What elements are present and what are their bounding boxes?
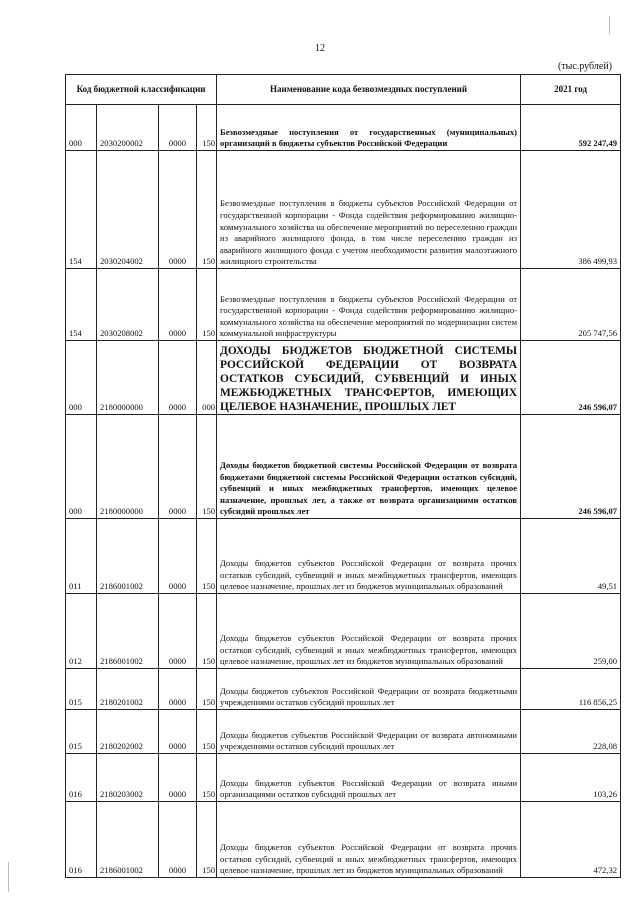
cell-sub: 0000	[159, 415, 197, 519]
cell-code: 2186001002	[97, 519, 159, 594]
cell-name: Доходы бюджетов субъектов Российской Федерации от возврата прочих остатков субсидий, субвенций и иных межбюджетных трансфертов, имеющих целевое назначение, прошлых лет из бюджетов муниципальных образований	[217, 802, 521, 878]
cell-name: Доходы бюджетов субъектов Российской Федерации от возврата бюджетными учреждениями остатков субсидий прошлых лет	[217, 669, 521, 710]
cell-sub: 0000	[159, 754, 197, 802]
cell-sub: 0000	[159, 519, 197, 594]
cell-sub: 0000	[159, 802, 197, 878]
cell-name: Доходы бюджетов бюджетной системы Российской Федерации от возврата бюджетами бюджетной системы Российской Федерации остатков субсидий, субвенций и иных межбюджетных трансфертов, имеющих целевое назначение, прошлых лет, а также от возврата организациями остатков субсидий прошлых лет	[217, 415, 521, 519]
cell-name: Безвозмездные поступления от государственных (муниципальных) организаций в бюджеты субъектов Российской Федерации	[217, 105, 521, 151]
cell-sub: 0000	[159, 269, 197, 341]
cell-name: Доходы бюджетов субъектов Российской Федерации от возврата автономными учреждениями остатков субсидий прошлых лет	[217, 710, 521, 754]
cell-code: 2180201002	[97, 669, 159, 710]
header-year: 2021 год	[521, 75, 621, 105]
page-number: 12	[315, 43, 325, 54]
cell-kind: 150	[197, 415, 217, 519]
cell-name: Доходы бюджетов субъектов Российской Федерации от возврата прочих остатков субсидий, субвенций и иных межбюджетных трансфертов, имеющих целевое назначение, прошлых лет из бюджетов муниципальных образований	[217, 519, 521, 594]
cell-name: ДОХОДЫ БЮДЖЕТОВ БЮДЖЕТНОЙ СИСТЕМЫ РОССИЙСКОЙ ФЕДЕРАЦИИ ОТ ВОЗВРАТА ОСТАТКОВ СУБСИДИЙ, СУБВЕНЦИЙ И ИНЫХ МЕЖБЮДЖЕТНЫХ ТРАНСФЕРТОВ, ИМЕЮЩИХ ЦЕЛЕВОЕ НАЗНАЧЕНИЕ, ПРОШЛЫХ ЛЕТ	[217, 341, 521, 415]
cell-kind: 150	[197, 151, 217, 269]
cell-admin: 000	[66, 341, 97, 415]
cell-kind: 000	[197, 341, 217, 415]
budget-table	[65, 74, 621, 878]
table-row	[66, 519, 621, 594]
cell-value: 49,51	[521, 519, 621, 594]
cell-name: Безвозмездные поступления в бюджеты субъектов Российской Федерации от государственной корпорации - Фонда содействия реформированию жилищно-коммунального хозяйства на обеспечение мероприятий по переселению граждан из аварийного жилищного фонда, в том числе переселению граждан из аварийного жилищного фонда с учетом необходимости развития малоэтажного жилищного строительства	[217, 151, 521, 269]
scan-mark	[609, 16, 610, 34]
cell-admin: 011	[66, 519, 97, 594]
cell-kind: 150	[197, 802, 217, 878]
cell-kind: 150	[197, 754, 217, 802]
cell-name: Безвозмездные поступления в бюджеты субъектов Российской Федерации от государственной корпорации - Фонда содействия реформированию жилищно-коммунального хозяйства на обеспечение мероприятий по модернизации систем коммунальной инфраструктуры	[217, 269, 521, 341]
cell-sub: 0000	[159, 669, 197, 710]
cell-code: 2180000000	[97, 341, 159, 415]
cell-sub: 0000	[159, 151, 197, 269]
cell-value: 246 596,07	[521, 415, 621, 519]
cell-code: 2186001002	[97, 802, 159, 878]
cell-name: Доходы бюджетов субъектов Российской Федерации от возврата прочих остатков субсидий, субвенций и иных межбюджетных трансфертов, имеющих целевое назначение, прошлых лет из бюджетов муниципальных образований	[217, 594, 521, 669]
units-label: (тыс.рублей)	[557, 61, 612, 72]
cell-value: 592 247,49	[521, 105, 621, 151]
scan-mark	[8, 862, 9, 892]
cell-kind: 150	[197, 594, 217, 669]
table-row	[66, 415, 621, 519]
cell-value: 116 856,25	[521, 669, 621, 710]
table-row	[66, 669, 621, 710]
cell-code: 2180000000	[97, 415, 159, 519]
table-row	[66, 341, 621, 415]
cell-sub: 0000	[159, 341, 197, 415]
cell-value: 386 499,93	[521, 151, 621, 269]
cell-admin: 000	[66, 105, 97, 151]
cell-code: 2180202002	[97, 710, 159, 754]
table-row	[66, 802, 621, 878]
cell-value: 259,00	[521, 594, 621, 669]
table-row	[66, 105, 621, 151]
cell-sub: 0000	[159, 105, 197, 151]
cell-admin: 154	[66, 151, 97, 269]
cell-admin: 016	[66, 754, 97, 802]
cell-admin: 015	[66, 669, 97, 710]
cell-sub: 0000	[159, 594, 197, 669]
cell-name: Доходы бюджетов субъектов Российской Федерации от возврата иными организациями остатков субсидий прошлых лет	[217, 754, 521, 802]
cell-sub: 0000	[159, 710, 197, 754]
cell-code: 2030208002	[97, 269, 159, 341]
cell-value: 103,26	[521, 754, 621, 802]
cell-code: 2030204002	[97, 151, 159, 269]
header-code: Код бюджетной классификации	[66, 75, 217, 105]
cell-value: 228,08	[521, 710, 621, 754]
cell-kind: 150	[197, 519, 217, 594]
cell-code: 2030200002	[97, 105, 159, 151]
cell-value: 205 747,56	[521, 269, 621, 341]
cell-admin: 154	[66, 269, 97, 341]
table-row	[66, 710, 621, 754]
table-row	[66, 151, 621, 269]
cell-admin: 012	[66, 594, 97, 669]
cell-kind: 150	[197, 269, 217, 341]
cell-code: 2186001002	[97, 594, 159, 669]
cell-value: 246 596,07	[521, 341, 621, 415]
table-row	[66, 269, 621, 341]
cell-code: 2180203002	[97, 754, 159, 802]
header-name: Наименование кода безвозмездных поступлений	[217, 75, 521, 105]
table-header-row	[66, 75, 621, 105]
cell-admin: 015	[66, 710, 97, 754]
cell-kind: 150	[197, 669, 217, 710]
cell-kind: 150	[197, 710, 217, 754]
table-row	[66, 594, 621, 669]
cell-kind: 150	[197, 105, 217, 151]
table-row	[66, 754, 621, 802]
cell-admin: 016	[66, 802, 97, 878]
cell-value: 472,32	[521, 802, 621, 878]
cell-admin: 000	[66, 415, 97, 519]
